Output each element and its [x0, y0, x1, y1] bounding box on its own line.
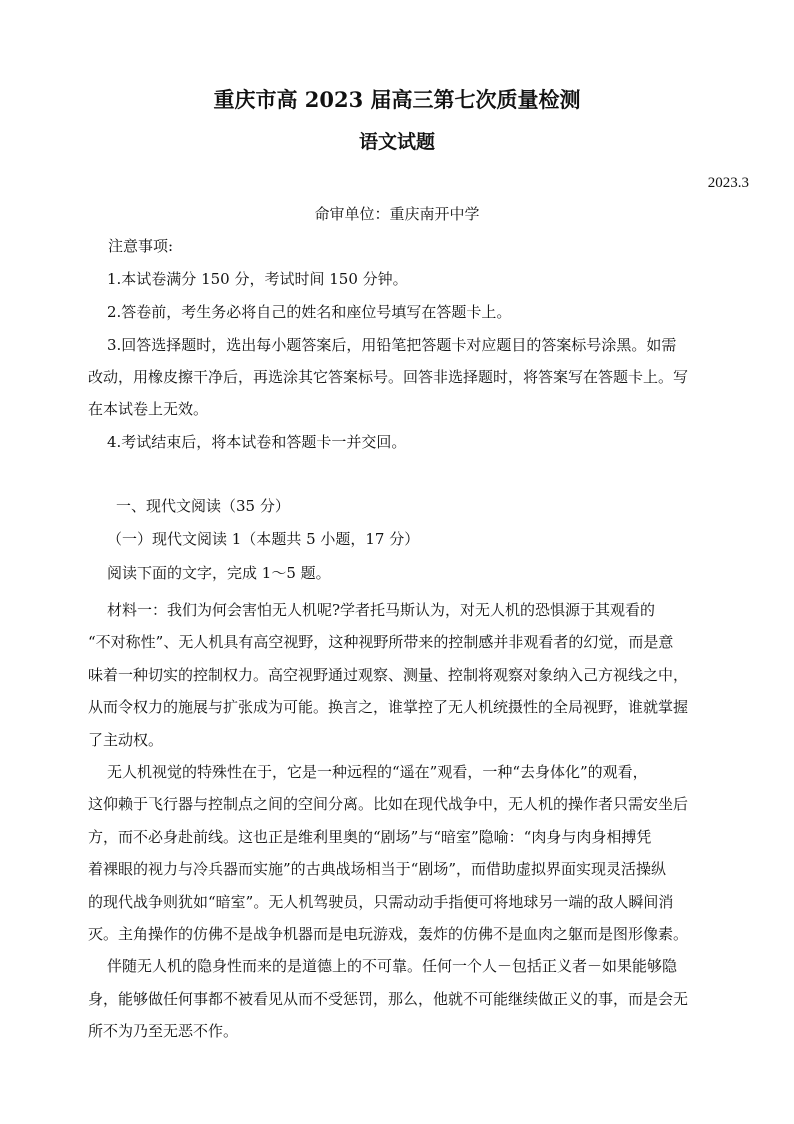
sub-heading-wrap — [107, 528, 724, 550]
passage-line: 着裸眼的视力与冷兵器而实施”的古典战场相当于“剧场”，而借助虚拟界面实现灵活操纵 — [88, 860, 667, 879]
exam-date: 2023.3 — [707, 175, 749, 191]
passage-line: 了主动权。 — [88, 730, 164, 749]
passage-line: 味着一种切实的控制权力。高空视野通过观察、测量、控制将观察对象纳入己方视线之中， — [88, 665, 689, 684]
passage-line: 材料一：我们为何会害怕无人机呢?学者托马斯认为，对无人机的恐惧源于其观看的 — [107, 601, 656, 619]
section-heading-wrap — [116, 495, 733, 517]
notice-item: 3.回答选择题时，选出每小题答案后，用铅笔把答题卡对应题目的答案标号涂黑。如需 — [107, 336, 677, 354]
passage-line: “不对称性”、无人机具有高空视野，这种视野所带来的控制感并非观看者的幻觉，而是意 — [88, 633, 674, 652]
subject-title: 语文试题 — [358, 131, 435, 153]
notice-items — [107, 268, 724, 290]
notice-item: 4.考试结束后，将本试卷和答题卡一并交回。 — [107, 433, 407, 451]
passage — [88, 594, 728, 1048]
notice-items-2 — [107, 301, 724, 323]
notice-section — [107, 235, 724, 257]
passage-line: 无人机视觉的特殊性在于，它是一种远程的“遥在”观看，一种“去身体化”的观看， — [107, 763, 648, 782]
section-heading: 一、现代文阅读（35 分） — [116, 497, 290, 515]
notice-item: 1.本试卷满分 150 分，考试时间 150 分钟。 — [107, 270, 408, 288]
notice-item: 2.答卷前，考生务必将自己的姓名和座位号填写在答题卡上。 — [107, 303, 512, 321]
notice-items-5 — [88, 398, 705, 420]
passage-line: 从而令权力的施展与扩张成为可能。换言之，谁掌控了无人机统摄性的全局视野，谁就掌握 — [88, 698, 689, 717]
exam-title: 重庆市高 2023 届高三第七次质量检测 — [213, 87, 581, 112]
passage-line: 方，而不必身赴前线。这也正是维利里奥的“剧场”与“暗室”隐喻：“肉身与肉身相搏凭 — [88, 827, 652, 846]
passage-line: 伴随无人机的隐身性而来的是道德上的不可靠。任何一个人－包括正义者－如果能够隐 — [107, 957, 678, 976]
setter-unit: 命审单位：重庆南开中学 — [314, 205, 480, 223]
notice-items-3 — [107, 334, 724, 356]
sub-heading: （一）现代文阅读 1（本题共 5 小题，17 分） — [107, 530, 420, 548]
notice-items-4 — [88, 366, 728, 388]
passage-line: 灭。主角操作的仿佛不是战争机器而是电玩游戏，轰炸的仿佛不是血肉之躯而是图形像素。 — [88, 925, 689, 944]
passage-line: 所不为乃至无恶不作。 — [88, 1022, 239, 1041]
passage-line: 的现代战争则犹如“暗室”。无人机驾驶员，只需动动手指便可将地球另一端的敌人瞬间消 — [88, 892, 674, 911]
instruction: 阅读下面的文字，完成 1～5 题。 — [107, 564, 331, 582]
passage-line: 身，能够做任何事都不被看见从而不受惩罚，那么，他就不可能继续做正义的事，而是会无 — [88, 989, 689, 1008]
instruction-wrap — [107, 562, 724, 584]
notice-heading: 注意事项: — [108, 237, 174, 255]
notice-item: 在本试卷上无效。 — [88, 400, 209, 418]
notice-item: 改动，用橡皮擦干净后，再选涂其它答案标号。回答非选择题时，将答案写在答题卡上。写 — [88, 368, 689, 386]
notice-items-6 — [107, 431, 724, 453]
passage-line: 这仰赖于飞行器与控制点之间的空间分离。比如在现代战争中，无人机的操作者只需安坐后 — [88, 795, 689, 814]
